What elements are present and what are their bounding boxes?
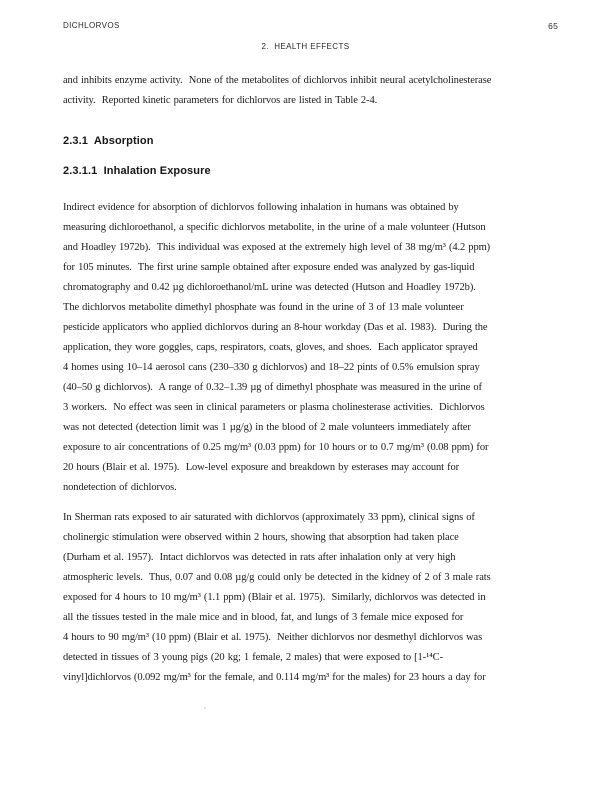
page-number: 65 [548,21,558,31]
text-line: 4 homes using 10–14 aerosol cans (230–330 g dichlorvos) and 18–22 pints of 0.5% emulsion spray [63,362,480,373]
text-line: Indirect evidence for absorption of dichlorvos following inhalation in humans was obtained by [63,202,459,213]
section-heading-absorption: 2.3.1 Absorption [63,135,154,147]
text-line: application, they wore goggles, caps, respirators, coats, gloves, and shoes. Each applicator sprayed [63,342,478,353]
text-line: activity. Reported kinetic parameters for dichlorvos are listed in Table 2-4. [63,94,378,106]
paragraph-inhalation-animals [63,508,563,688]
header-doc-title: DICHLORVOS [63,21,120,30]
text-line: (40–50 g dichlorvos). A range of 0.32–1.39 µg of dimethyl phosphate was measured in the urine of [63,382,482,393]
text-line: cholinergic stimulation were observed within 2 hours, showing that absorption had taken place [63,532,459,543]
text-line: and Hoadley 1972b). This individual was exposed at the extremely high level of 38 mg/m³ (4.2 ppm) [63,242,491,253]
text-line: was not detected (detection limit was 1 µg/g) in the blood of 2 male volunteers immediately after [63,422,471,433]
text-line: atmospheric levels. Thus, 0.07 and 0.08 µg/g could only be detected in the kidney of 2 of 3 male rats [63,572,491,583]
text-line: (Durham et al. 1957). Intact dichlorvos was detected in rats after inhalation only at very high [63,552,456,563]
section-heading-inhalation-exposure: 2.3.1.1 Inhalation Exposure [63,165,211,177]
text-line: measuring dichloroethanol, a specific dichlorvos metabolite, in the urine of a male volunteer (Hutson [63,222,486,233]
text-line: nondetection of dichlorvos. [63,482,177,493]
text-line: 4 hours to 90 mg/m³ (10 ppm) (Blair et al. 1975). Neither dichlorvos nor desmethyl dichlorvos was [63,632,483,643]
running-header [63,21,558,31]
text-line: exposed for 4 hours to 10 mg/m³ (1.1 ppm) (Blair et al. 1975). Similarly, dichlorvos was detected in [63,592,486,603]
scan-artifact-speck [204,707,206,709]
text-line: all the tissues tested in the male mice and in blood, fat, and lungs of 3 female mice exposed for [63,612,464,623]
text-line: 3 workers. No effect was seen in clinical parameters or plasma cholinesterase activities. Dichlorvos [63,402,485,413]
text-line: vinyl]dichlorvos (0.092 mg/m³ for the female, and 0.114 mg/m³ for the males) for 23 hours a day for [63,672,486,683]
text-line: pesticide applicators who applied dichlorvos during an 8-hour workday (Das et al. 1983). During the [63,322,488,333]
text-line: for 105 minutes. The first urine sample obtained after exposure ended was analyzed by gas-liquid [63,262,475,273]
text-line: detected in tissues of 3 young pigs (20 kg; 1 female, 2 males) that were exposed to [1-¹⁴C- [63,652,443,663]
text-line: chromatography and 0.42 µg dichloroethanol/mL urine was detected (Hutson and Hoadley 1972b). [63,282,476,293]
text-line: and inhibits enzyme activity. None of the metabolites of dichlorvos inhibit neural acetylcholinesterase [63,74,492,86]
text-line: exposure to air concentrations of 0.25 mg/m³ (0.03 ppm) for 10 hours or to 0.7 mg/m³ (0.08 ppm) for [63,442,489,453]
intro-paragraph [63,71,563,111]
paragraph-inhalation-humans [63,198,563,498]
text-line: The dichlorvos metabolite dimethyl phosphate was found in the urine of 3 of 13 male volunteer [63,302,464,313]
text-line: In Sherman rats exposed to air saturated with dichlorvos (approximately 33 ppm), clinical signs of [63,512,475,523]
chapter-header: 2. HEALTH EFFECTS [261,42,350,51]
text-line: 20 hours (Blair et al. 1975). Low-level exposure and breakdown by esterases may account for [63,462,460,473]
